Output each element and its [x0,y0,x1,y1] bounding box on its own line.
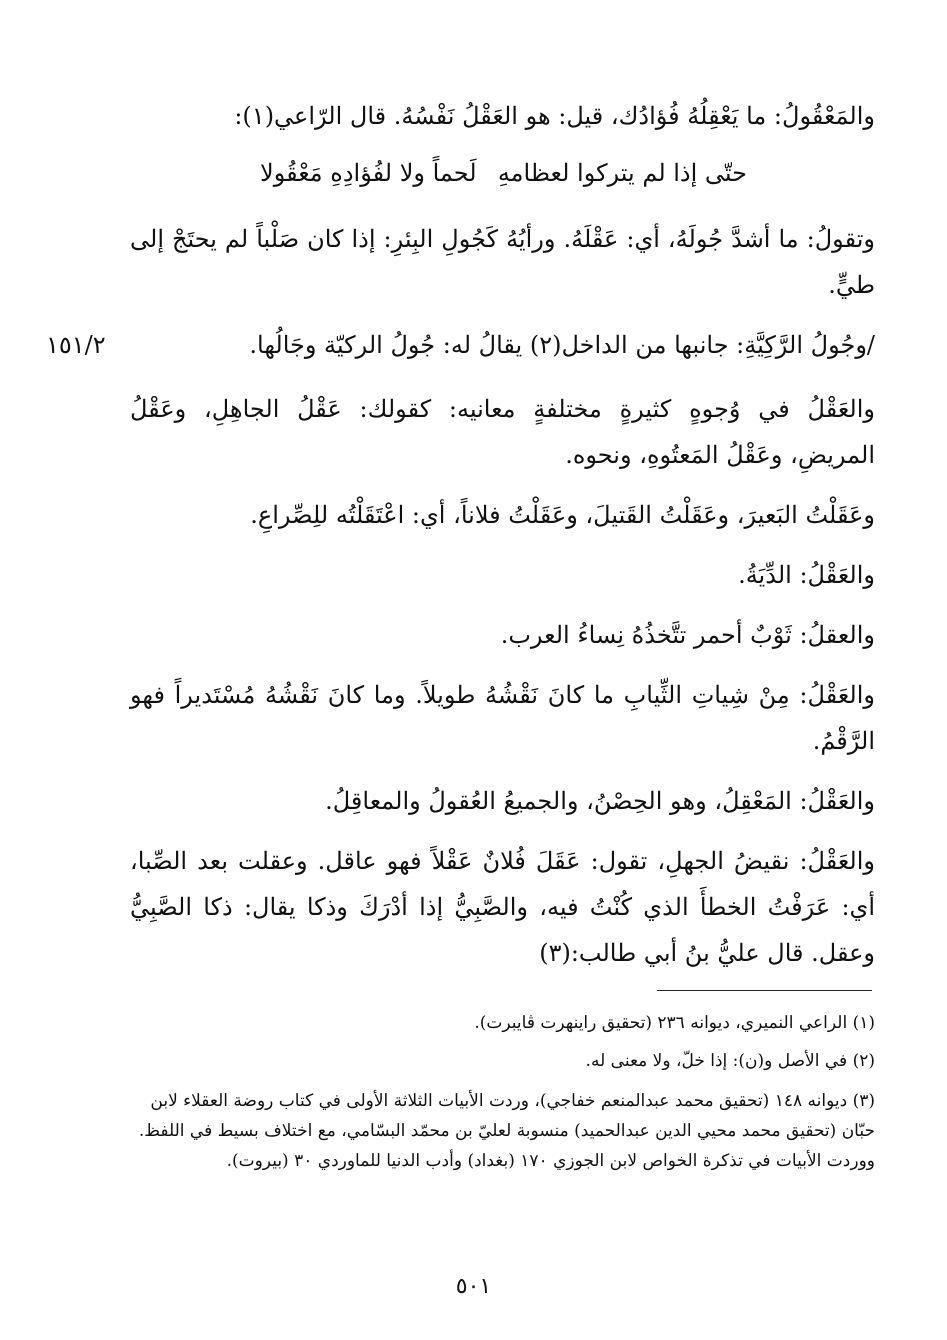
page-number: ٥٠١ [455,1274,492,1299]
footnote-2: (٢) في الأصل و(ن): إذا خلّ، ولا معنى له. [585,1051,875,1071]
paragraph-shiyat: والعَقْلُ: مِنْ شِياتِ الثِّيابِ ما كانَ نَقْشُهُ طويلاً. وما كانَ نَقْشُهُ مُسْتَديراً فهو الرَّقْمُ. [130,681,875,755]
paragraph-maqul: والمَعْقُولُ: ما يَعْقِلُهُ فُؤادُك، قيل: هو العَقْلُ نَفْسُهُ. قال الرّاعي(١): [234,102,875,130]
footnote-separator [657,990,872,991]
paragraph-jul-rakiyya: /وجُولُ الرَّكِيَّةِ: جانبها من الداخل(٢) يقالُ له: جُولُ الركيّة وجَالُها. [249,331,875,359]
poem-hemistich-first: حتّى إذا لم يتركوا لعظامهِ [497,159,747,187]
poem-hemistich-second: لَحماً ولا لفُؤادِهِ مَعْقُولا [260,159,477,187]
paragraph-thawb: والعقلُ: ثَوْبٌ أحمر تتَّخذُهُ نِساءُ العرب. [500,621,875,649]
footnote-1: (١) الراعي النميري، ديوانه ٢٣٦ (تحقيق راينهرت ڤايبرت). [474,1013,875,1033]
paragraph-aql-wujuh: والعَقْلُ في وُجوهٍ كثيرةٍ مختلفةٍ معانيه: كقولك: عَقْلُ الجاهِلِ، وعَقْلُ المريضِ، وعَقْلُ المَعتُوهِ، ونحوه. [130,395,875,469]
footnote-3: (٣) ديوانه ١٤٨ (تحقيق محمد عبدالمنعم خفاجي)، وردت الأبيات الثلاثة الأولى في كتاب روضة العقلاء لابن حبّان (تحقيق محمد محيي الدين عبدالحميد) منسوبة لعليّ بن محمّد البسّامي، مع اختلاف بسيط في اللفظ. ووردت الأبيات في تذكرة الخواص لابن الجوزي ١٧٠ (بغداد) وأدب الدنيا للماوردي ٣٠ (بيروت). [138,1091,875,1171]
poem-verse [130,150,875,200]
paragraph-maqil: والعَقْلُ: المَعْقِلُ، وهو الحِصْنُ، والجميعُ العُقولُ والمعاقِلُ. [325,787,875,815]
paragraph-jul: وتقولُ: ما أشدَّ جُولَهُ، أي: عَقْلَهُ. ورأيُهُ كَجُولِ البِئرِ: إذا كان صَلْباً لم يحتَجْ إلى طيٍّ. [130,225,875,299]
paragraph-aqaltu: وعَقَلْتُ البَعيرَ، وعَقَلْتُ القَتيلَ، وعَقَلْتُ فلاناً، أي: اعْتَقَلْتُه للِصِّراعِ. [250,501,875,529]
margin-reference: ١٥١/٢ [46,331,106,359]
paragraph-naqid-jahl: والعَقْلُ: نقيضُ الجهلِ، تقول: عَقَلَ فُلانٌ عَقْلاً فهو عاقل. وعقلت بعد الصِّبا، أي: عَرَفْتُ الخطأَ الذي كُنْتُ فيه، والصَّبِيُّ إذا أدْرَكَ وذكا يقال: ذكا الصَّبِيُّ وعقل. قال عليُّ بنُ أبي طالب:(٣) [130,847,875,967]
paragraph-diya: والعَقْلُ: الدِّيَةُ. [738,561,875,589]
